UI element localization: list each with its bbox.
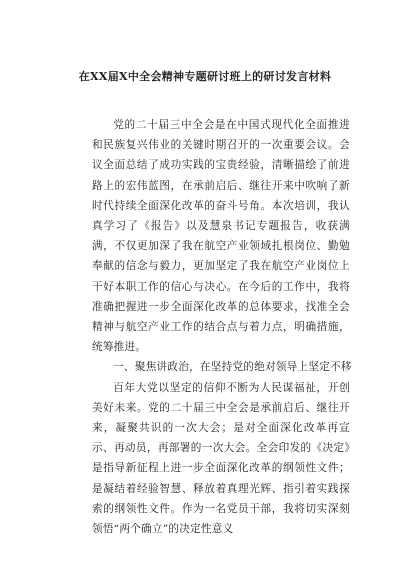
intro-paragraph: 党的二十届三中全会是在中国式现代化全面推进和民族复兴伟业的关键时期召开的一次重要会议。会议全面总结了成功实践的宝贵经验，清晰描绘了前进路上的宏伟蓝图，在承前启后、继往开来中吹响了新时代持续全面深化改革的奋斗号角。本次培训，我认真学习了《报告》以及慧泉书记专题报告，收获满满，不仅更加深了我在航空产业领域扎根岗位、勤勉奉献的信念与毅力，更加坚定了我在航空产业岗位上干好本职工作的信心与决心。在今后的工作中，我将准确把握进一步全面深化改革的总体要求，找准全会精神与航空产业工作的结合点与着力点，明确措施，统筹推进。 — [92, 119, 350, 354]
section-paragraph: 百年大党以坚定的信仰不断为人民谋福祉，开创美好未来。党的二十届三中全会是承前启后、继往开来，凝聚共识的一次大会；是对全面深化改革再宣示、再动员，再部署的一次大会。全会印发的《决定》是指导新征程上进一步全面深化改革的纲领性文件；是凝结着经验智慧、释放着真理光辉、指引着实践探索的纲领性文件。作为一名党员干部，我将切实深刻领悟“两个确立”的决定性意义 — [92, 381, 350, 536]
document-body — [92, 115, 350, 539]
document-title: 在XX届X中全会精神专题研讨班上的研讨发言材料 — [78, 70, 332, 83]
section-heading: 一、聚焦讲政治，在坚持党的绝对领导上坚定不移 — [113, 361, 352, 374]
